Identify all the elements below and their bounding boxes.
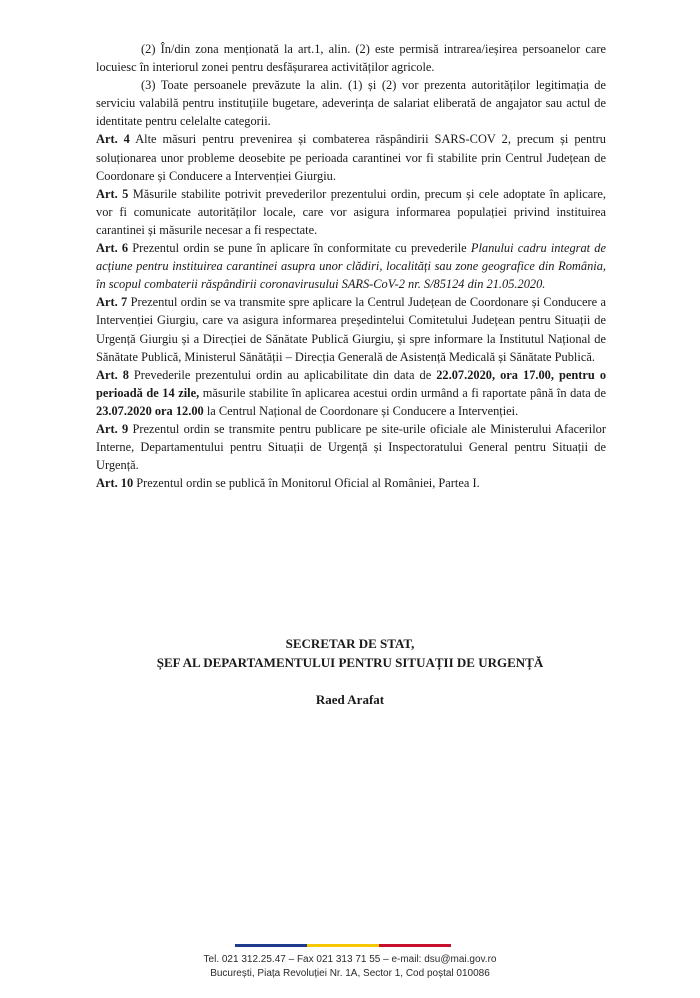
signature-block [0, 634, 700, 709]
article-10 [96, 474, 606, 492]
article-label: Art. 4 [96, 132, 130, 147]
article-text: la Centrul Național de Coordonare și Conducere a Intervenției. [203, 403, 519, 418]
article-text: măsurile stabilite în aplicarea acestui ordin urmând a fi raportate până în data de [199, 385, 606, 400]
signatory-office: ȘEF AL DEPARTAMENTULUI PENTRU SITUAȚII DE URGENȚĂ [156, 655, 544, 670]
article-6 [96, 239, 606, 293]
footer-contact: Tel. 021 312.25.47 – Fax 021 313 71 55 – e-mail: dsu@mai.gov.ro [203, 954, 497, 965]
tricolor-yellow [307, 944, 379, 947]
article-5 [96, 185, 606, 239]
article-text: Măsurile stabilite potrivit prevederilor prezentului ordin, precum și cele adoptate în aplicare, vor fi comunicate autorităților locale, care vor asigura informarea populației privind instituirea carantinei și măsurile necesar a fi respectate. [96, 186, 606, 237]
tricolor-bar [235, 944, 451, 947]
article-label: Art. 10 [96, 476, 134, 491]
article-italic-reference: Planului cadru integrat de acțiune pentru instituirea carantinei asupra unor clădiri, localități sau zone geografice din România, în scopul combaterii răspândirii coronavirusului SARS-CoV-2 nr. S/85124 din 21.05.2020. [96, 241, 606, 292]
article-label: Art. 9 [96, 421, 129, 436]
article-bold-date: 22.07.2020, ora 17.00, pentru o perioadă de 14 zile, [96, 367, 607, 400]
paragraph-2: (2) În/din zona menționată la art.1, alin. (2) este permisă intrarea/ieșirea persoanelor care locuiesc în interiorul zonei pentru desfășurarea activităților agricole. [96, 42, 606, 75]
tricolor-red [379, 944, 451, 947]
article-text: Prezentul ordin se va transmite spre aplicare la Centrul Județean de Coordonare și Conducere a Intervenției Giurgiu, care va asigura informarea președintelui Comitetului Județean pentru Situații de Urgență Giurgiu și a Direcției de Sănătate Publică Giurgiu, și spre informare la Institutul Național de Sănătate Publică, Ministerul Sănătății – Direcția Generală de Asistență Medicală și Sănătate Publică. [96, 295, 606, 364]
signatory-name: Raed Arafat [315, 692, 385, 707]
article-text: Alte măsuri pentru prevenirea și combaterea răspândirii SARS-COV 2, precum și pentru soluționarea unor probleme deosebite pe perioada carantinei vor fi stabilite prin Centrul Județean de Coordonare și Conducere a Intervenției Giurgiu. [96, 132, 606, 183]
article-7 [96, 293, 606, 365]
article-8 [96, 366, 606, 420]
document-body [96, 40, 606, 492]
footer-address: București, Piața Revoluției Nr. 1A, Sector 1, Cod poștal 010086 [210, 968, 490, 979]
article-label: Art. 7 [96, 295, 128, 310]
article-text: Prezentul ordin se pune în aplicare în conformitate cu prevederile [128, 241, 471, 256]
article-label: Art. 5 [96, 186, 129, 201]
article-bold-date: 23.07.2020 ora 12.00 [96, 403, 204, 418]
article-label: Art. 6 [96, 241, 129, 256]
article-9 [96, 420, 606, 474]
article-text: Prezentul ordin se publică în Monitorul Oficial al României, Partea I. [133, 476, 480, 491]
signatory-title: SECRETAR DE STAT, [285, 636, 415, 651]
tricolor-blue [235, 944, 307, 947]
footer [0, 953, 700, 981]
article-label: Art. 8 [96, 367, 129, 382]
article-text: Prezentul ordin se transmite pentru publicare pe site-urile oficiale ale Ministerului Afacerilor Interne, Departamentului pentru Situații de Urgență și Inspectoratului General pentru Situații de Urgență. [96, 421, 607, 473]
article-4 [96, 130, 606, 184]
paragraph-3: (3) Toate persoanele prevăzute la alin. (1) și (2) vor prezenta autorităților legitimația de serviciu valabilă pentru instituțiile bugetare, adeverința de salariat eliberată de angajator sau actul de identitate pentru celelalte categorii. [96, 78, 606, 129]
article-text: Prevederile prezentului ordin au aplicabilitate din data de [128, 367, 437, 382]
